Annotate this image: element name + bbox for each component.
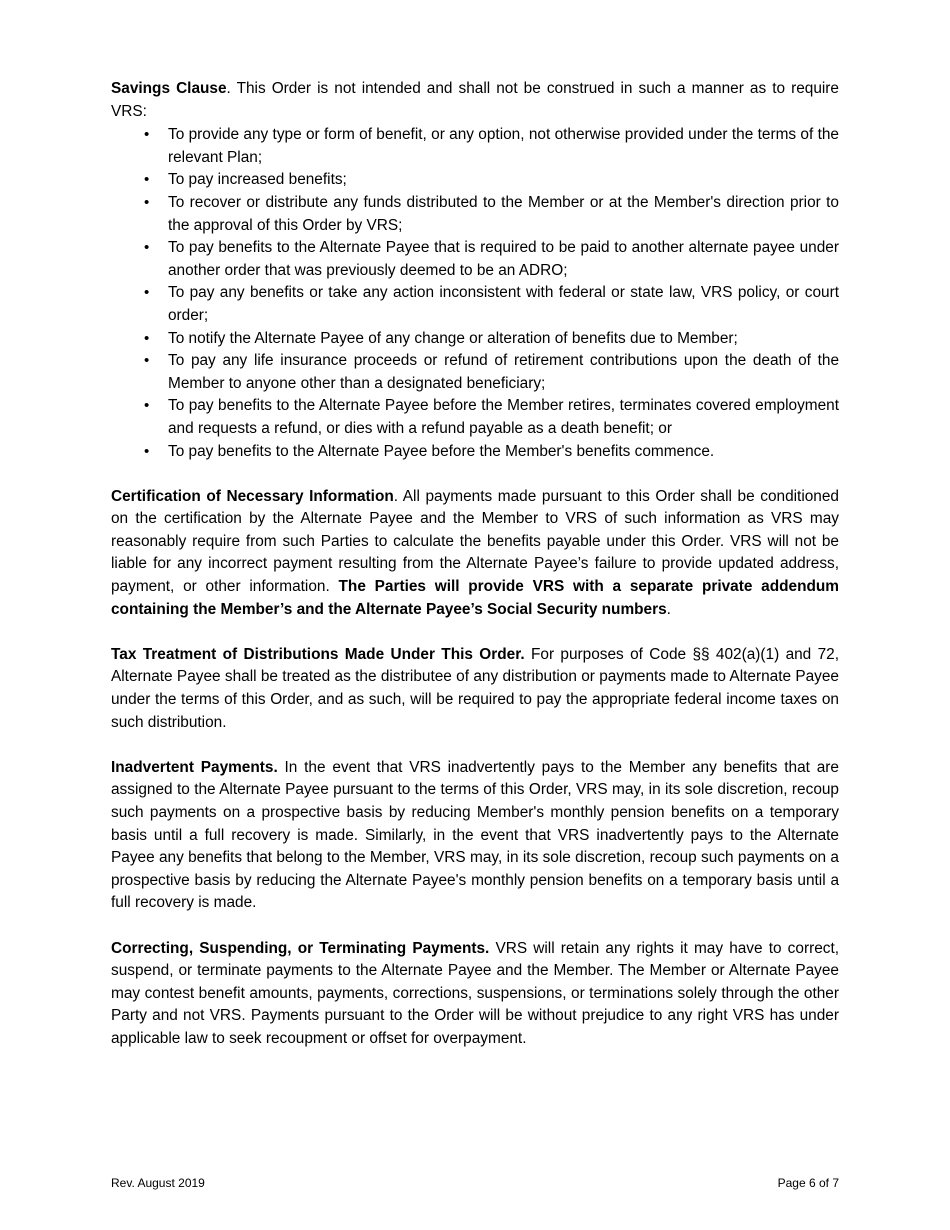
revision-label: Rev. August 2019 xyxy=(111,1176,205,1190)
tax-treatment-heading: Tax Treatment of Distributions Made Under This Order. xyxy=(111,645,525,663)
list-item: • To pay benefits to the Alternate Payee that is required to be paid to another alternate payee under another order that was previously deemed to be an ADRO; xyxy=(111,237,839,282)
list-item: • To pay any benefits or take any action inconsistent with federal or state law, VRS policy, or court order; xyxy=(111,282,839,327)
page-number: Page 6 of 7 xyxy=(777,1176,839,1190)
inadvertent-payments-heading: Inadvertent Payments. xyxy=(111,758,278,776)
list-item: • To recover or distribute any funds distributed to the Member or at the Member's direction prior to the approval of this Order by VRS; xyxy=(111,192,839,237)
list-item: • To notify the Alternate Payee of any change or alteration of benefits due to Member; xyxy=(111,328,839,351)
savings-clause-list xyxy=(111,124,839,463)
savings-clause-heading: Savings Clause xyxy=(111,80,227,97)
list-item: • To pay benefits to the Alternate Payee before the Member's benefits commence. xyxy=(111,441,839,464)
inadvertent-payments-paragraph: Inadvertent Payments. In the event that VRS inadvertently pays to the Member any benefits that are assigned to the Alternate Payee pursuant to the terms of this Order, VRS may, in its sole discretion, recoup such payments on a prospective basis by reducing Member's monthly pension benefits on a temporary basis until a full recovery is made. Similarly, in the event that VRS inadvertently pays to the Alternate Payee any benefits that belong to the Member, VRS may, in its sole discretion, recoup such payments on a prospective basis by reducing the Alternate Payee's monthly pension benefits on a temporary basis until a full recovery is made. xyxy=(111,758,839,912)
correcting-payments-paragraph: Correcting, Suspending, or Terminating Payments. VRS will retain any rights it may have to correct, suspend, or terminate payments to the Alternate Payee and the Member. The Member or Alternate Payee may contest benefit amounts, payments, corrections, suspensions, or terminations solely through the other Party and not VRS. Payments pursuant to the Order will be without prejudice to any right VRS has under applicable law to seek recoupment or offset for overpayment. xyxy=(111,939,839,1047)
correcting-payments-heading: Correcting, Suspending, or Terminating Payments. xyxy=(111,939,490,957)
page-footer xyxy=(111,1176,839,1190)
document-page xyxy=(111,78,839,1051)
list-item: • To pay benefits to the Alternate Payee before the Member retires, terminates covered employment and requests a refund, or dies with a refund payable as a death benefit; or xyxy=(111,395,839,440)
list-item: • To pay any life insurance proceeds or refund of retirement contributions upon the death of the Member to anyone other than a designated beneficiary; xyxy=(111,350,839,395)
list-item: • To pay increased benefits; xyxy=(111,169,839,192)
certification-heading: Certification of Necessary Information xyxy=(111,487,394,505)
savings-clause-paragraph: Savings Clause. This Order is not intended and shall not be construed in such a manner as to require VRS: xyxy=(111,80,839,120)
list-item: • To provide any type or form of benefit, or any option, not otherwise provided under the terms of the relevant Plan; xyxy=(111,124,839,169)
certification-paragraph: Certification of Necessary Information. All payments made pursuant to this Order shall be conditioned on the certification by the Alternate Payee and the Member to VRS of such information as VRS may reasonably require from such Parties to calculate the benefits payable under this Order. VRS will not be liable for any incorrect payment resulting from the Alternate Payee’s failure to provide updated address, payment, or other information. The Parties will provide VRS with a separate private addendum containing the Member’s and the Alternate Payee’s Social Security numbers. xyxy=(111,487,839,618)
tax-treatment-paragraph: Tax Treatment of Distributions Made Under This Order. For purposes of Code §§ 402(a)(1) and 72, Alternate Payee shall be treated as the distributee of any distribution or payments made to Alternate Payee under the terms of this Order, and as such, will be required to pay the appropriate federal income taxes on such distribution. xyxy=(111,645,839,731)
